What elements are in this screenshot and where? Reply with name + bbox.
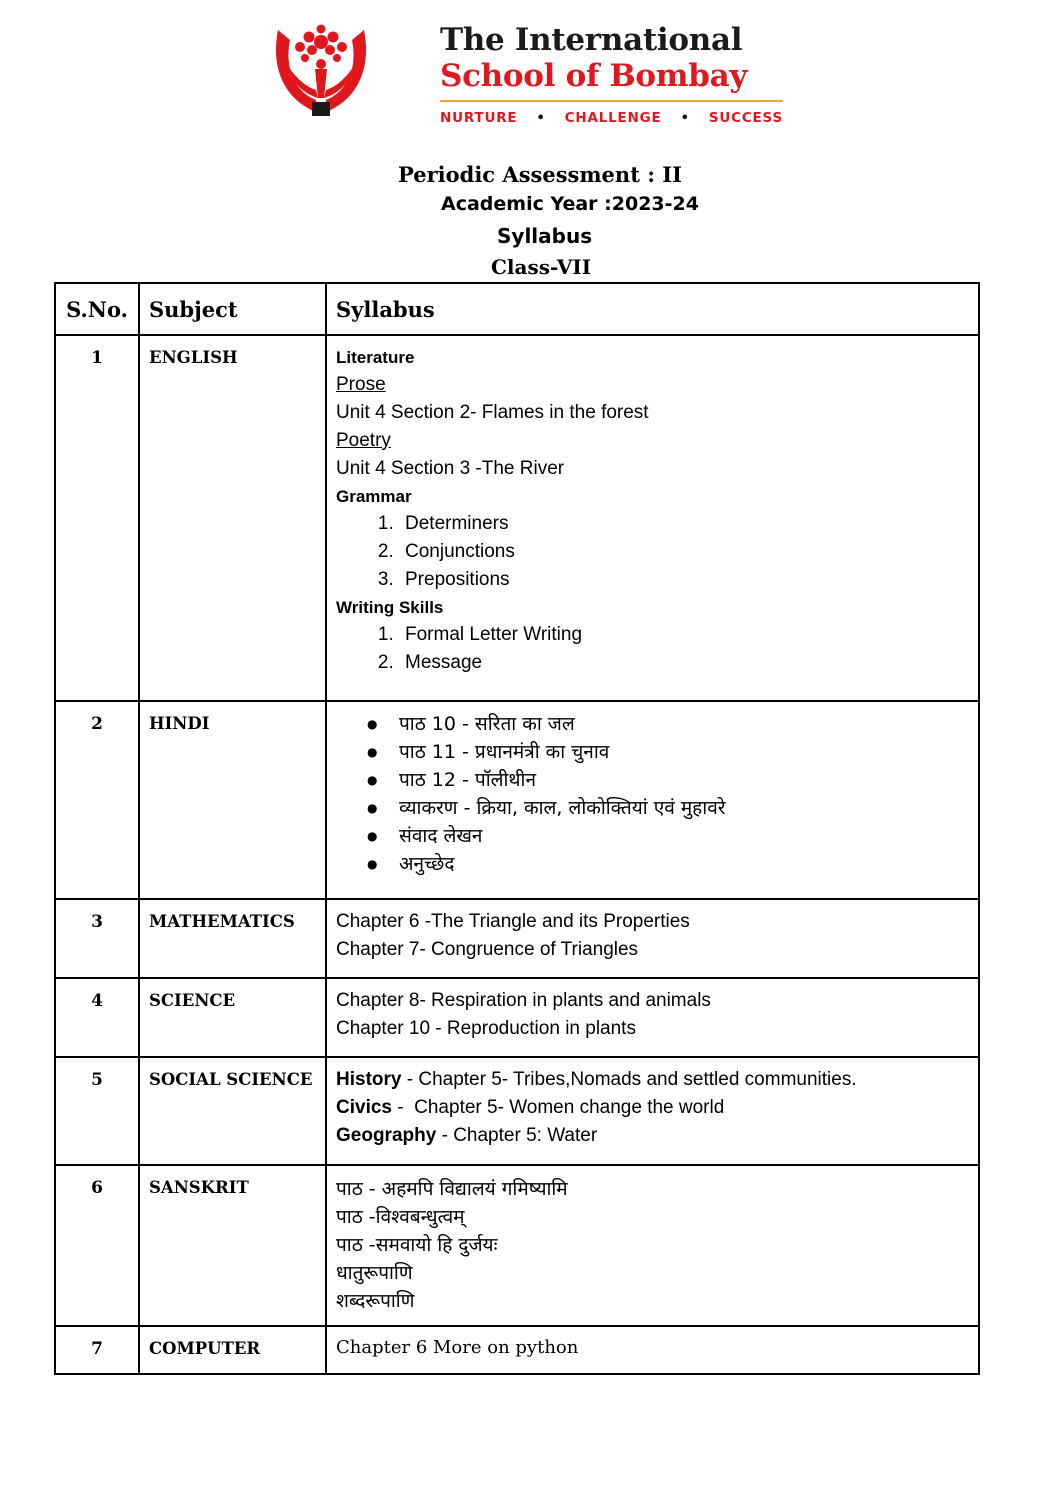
part-label: History xyxy=(336,1069,402,1090)
grammar-list xyxy=(336,510,978,594)
tagline-word: SUCCESS xyxy=(708,110,783,126)
syllabus-line: Chapter 6 -The Triangle and its Properties xyxy=(336,911,690,932)
section-heading: Literature xyxy=(336,348,415,367)
list-item: 1. Formal Letter Writing xyxy=(399,621,978,649)
tagline-separator: • xyxy=(536,110,546,126)
part-label: Civics xyxy=(336,1097,392,1118)
row-number: 3 xyxy=(55,899,139,978)
list-item: ● व्याकरण - क्रिया, काल, लोकोक्तियां एवं मुहावरे xyxy=(381,794,978,822)
part-text: - Chapter 5- Women change the world xyxy=(391,1097,725,1118)
table-header-row xyxy=(55,283,979,335)
syllabus-line: धातुरूपाणि xyxy=(336,1262,413,1284)
syllabus-cell xyxy=(326,1057,979,1165)
syllabus-line xyxy=(336,1122,978,1150)
table-row xyxy=(55,1326,979,1374)
school-name-line-2: School of Bombay xyxy=(440,58,748,94)
syllabus-line: पाठ -समवायो हि दुर्जयः xyxy=(336,1234,498,1256)
row-number: 2 xyxy=(55,701,139,899)
table-row xyxy=(55,978,979,1057)
syllabus-cell xyxy=(326,978,979,1057)
assessment-title: Periodic Assessment : II xyxy=(398,162,682,187)
part-label: Geography xyxy=(336,1125,437,1146)
subject-name: SOCIAL SCIENCE xyxy=(139,1057,326,1165)
subject-name: SCIENCE xyxy=(139,978,326,1057)
syllabus-cell xyxy=(326,335,979,701)
section-heading: Writing Skills xyxy=(336,598,444,617)
class-title: Class-VII xyxy=(491,255,592,279)
list-item: 1. Determiners xyxy=(399,510,978,538)
list-item: ● संवाद लेखन xyxy=(381,822,978,850)
syllabus-line: पाठ -विश्वबन्धुत्वम् xyxy=(336,1206,465,1228)
column-header-syllabus: Syllabus xyxy=(326,283,979,335)
list-item: ● अनुच्छेद xyxy=(381,850,978,878)
row-number: 7 xyxy=(55,1326,139,1374)
syllabus-line: Chapter 10 - Reproduction in plants xyxy=(336,1018,636,1039)
tagline-divider xyxy=(440,100,783,102)
syllabus-line: Unit 4 Section 3 -The River xyxy=(336,458,565,479)
syllabus-cell xyxy=(326,701,979,899)
table-row xyxy=(55,1057,979,1165)
part-text: - Chapter 5: Water xyxy=(436,1125,598,1146)
list-item: 3. Prepositions xyxy=(399,566,978,594)
syllabus-line xyxy=(336,1066,978,1094)
syllabus-cell xyxy=(326,899,979,978)
list-item: ● पाठ 10 - सरिता का जल xyxy=(381,710,978,738)
table-row xyxy=(55,701,979,899)
syllabus-line: शब्दरूपाणि xyxy=(336,1290,415,1312)
syllabus-title: Syllabus xyxy=(497,224,593,248)
list-item: ● पाठ 11 - प्रधानमंत्री का चुनाव xyxy=(381,738,978,766)
syllabus-line: Chapter 6 More on python xyxy=(336,1337,579,1358)
subject-name: ENGLISH xyxy=(139,335,326,701)
subject-name: SANSKRIT xyxy=(139,1165,326,1326)
section-heading: Grammar xyxy=(336,487,412,506)
row-number: 6 xyxy=(55,1165,139,1326)
table-row xyxy=(55,335,979,701)
syllabus-line: पाठ - अहमपि विद्यालयं गमिष्यामि xyxy=(336,1178,568,1200)
list-item: ● पाठ 12 - पॉलीथीन xyxy=(381,766,978,794)
syllabus-cell xyxy=(326,1165,979,1326)
syllabus-line xyxy=(336,1094,978,1122)
subsection-heading: Poetry xyxy=(336,430,391,451)
school-name-line-1: The International xyxy=(440,22,743,58)
column-header-subject: Subject xyxy=(139,283,326,335)
hindi-list xyxy=(336,710,978,878)
column-header-sno: S.No. xyxy=(55,283,139,335)
syllabus-line: Chapter 8- Respiration in plants and animals xyxy=(336,990,711,1011)
school-logo-icon xyxy=(276,20,366,120)
syllabus-table xyxy=(54,282,980,1375)
academic-year: Academic Year :2023-24 xyxy=(441,193,699,215)
subject-name: HINDI xyxy=(139,701,326,899)
subject-name: COMPUTER xyxy=(139,1326,326,1374)
list-item: 2. Message xyxy=(399,649,978,677)
syllabus-line: Chapter 7- Congruence of Triangles xyxy=(336,939,639,960)
row-number: 5 xyxy=(55,1057,139,1165)
part-text: - Chapter 5- Tribes,Nomads and settled communities. xyxy=(401,1069,857,1090)
subject-name: MATHEMATICS xyxy=(139,899,326,978)
tagline-word: CHALLENGE xyxy=(564,110,662,126)
syllabus-cell xyxy=(326,1326,979,1374)
syllabus-line: Unit 4 Section 2- Flames in the forest xyxy=(336,402,649,423)
writing-list xyxy=(336,621,978,677)
tagline-word: NURTURE xyxy=(440,110,518,126)
row-number: 1 xyxy=(55,335,139,701)
list-item: 2. Conjunctions xyxy=(399,538,978,566)
tagline-separator: • xyxy=(680,110,690,126)
school-tagline xyxy=(440,110,783,126)
table-row xyxy=(55,1165,979,1326)
table-row xyxy=(55,899,979,978)
subsection-heading: Prose xyxy=(336,374,386,395)
row-number: 4 xyxy=(55,978,139,1057)
